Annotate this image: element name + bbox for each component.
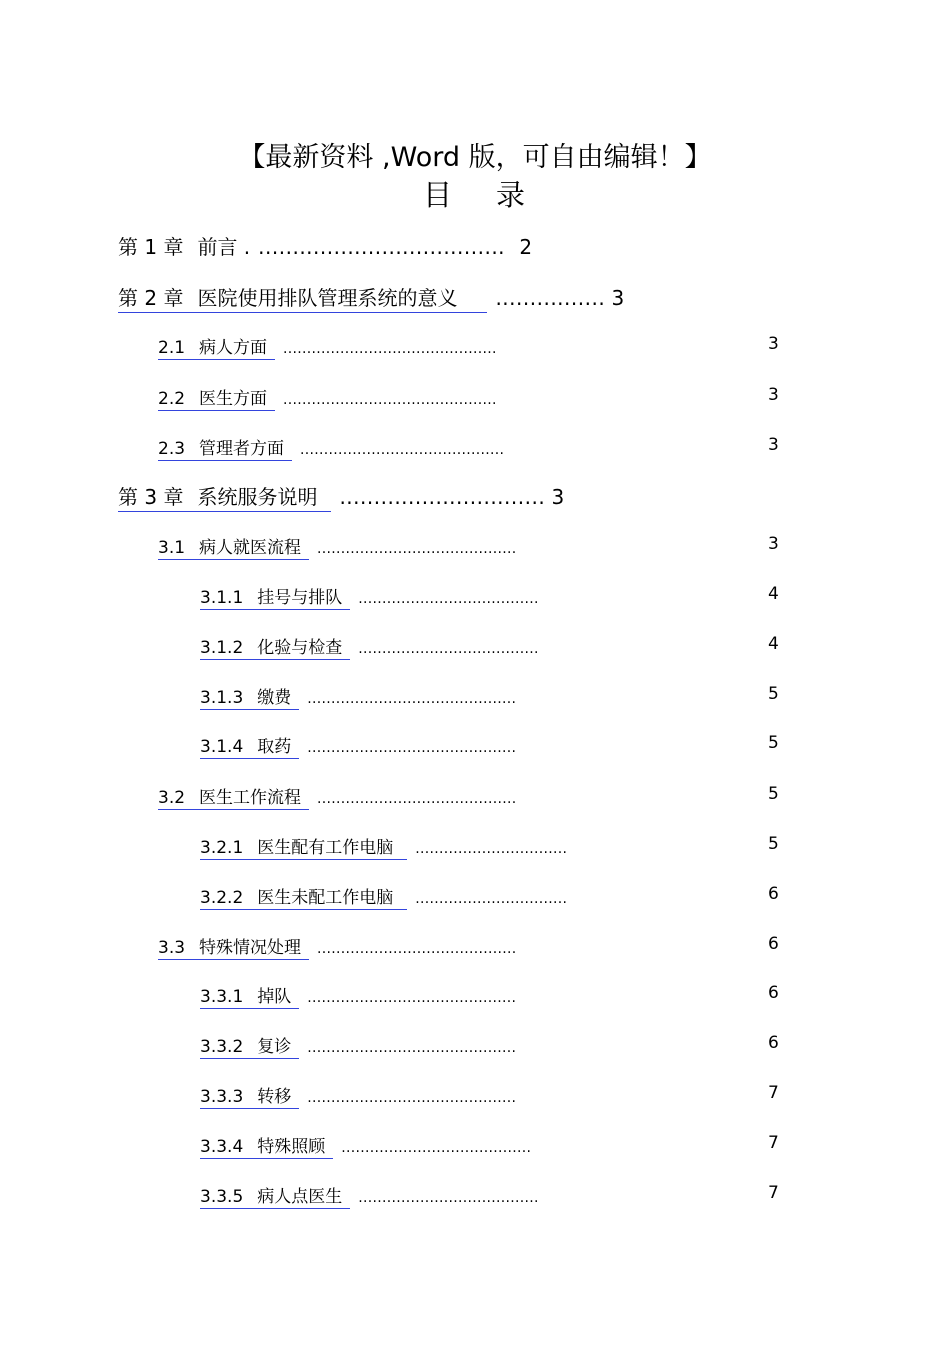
toc-entry-link[interactable]	[118, 282, 487, 313]
toc-entry-leader: .............................................	[283, 392, 497, 408]
toc-entry-leader: .............................................	[283, 341, 497, 357]
toc-entry-3-3-3[interactable]	[200, 1082, 516, 1109]
toc-entry-leader: ............................................	[307, 691, 517, 707]
toc-entry-page: 3	[768, 385, 779, 405]
toc-entry-leader: ................	[495, 286, 606, 310]
toc-entry-link[interactable]	[200, 1182, 350, 1209]
toc-entry-page: 5	[768, 834, 779, 854]
toc-entry-number: 2.2	[158, 389, 186, 409]
toc-entry-3-1-1[interactable]	[200, 583, 539, 610]
toc-title	[0, 176, 950, 214]
toc-entry-3-1-2[interactable]	[200, 633, 539, 660]
toc-entry-page: 4	[768, 584, 779, 604]
toc-entry-leader: ..............................	[339, 485, 546, 509]
toc-entry-number: 第 1 章	[118, 235, 184, 259]
toc-entry-3-3[interactable]	[158, 933, 517, 960]
toc-entry-label: 化验与检查	[257, 638, 343, 658]
toc-entry-leader: ......................................	[358, 591, 539, 607]
toc-entry-2-1[interactable]	[158, 333, 497, 360]
toc-entry-number: 第 2 章	[118, 286, 184, 310]
toc-entry-3-1-3[interactable]	[200, 683, 516, 710]
toc-entry-page: 7	[768, 1133, 779, 1153]
toc-title-left: 目	[422, 178, 454, 212]
toc-entry-page: 4	[768, 634, 779, 654]
toc-entry-number: 第 3 章	[118, 485, 184, 509]
toc-entry-label: 挂号与排队	[257, 588, 343, 608]
toc-entry-3-1-4[interactable]	[200, 732, 516, 759]
toc-entry-page: 6	[768, 983, 779, 1003]
toc-entry-page: 3	[551, 485, 565, 509]
toc-entry-link[interactable]	[158, 384, 275, 411]
toc-entry-page: 3	[768, 334, 779, 354]
toc-entry-3-3-1[interactable]	[200, 982, 516, 1009]
toc-entry-label: 掉队	[257, 987, 292, 1007]
toc-entry-number: 3.3	[158, 938, 186, 958]
toc-entry-link[interactable]	[118, 481, 331, 512]
toc-entry-number: 3.1.1	[200, 588, 244, 608]
toc-entry-page: 3	[768, 435, 779, 455]
toc-entry-label: 医生方面	[199, 389, 268, 409]
toc-entry-link[interactable]	[158, 933, 309, 960]
toc-entry-number: 2.3	[158, 439, 186, 459]
toc-entry-link[interactable]	[158, 783, 309, 810]
toc-entry-link[interactable]	[200, 833, 407, 860]
toc-entry-label: 缴费	[257, 688, 292, 708]
toc-entry-link[interactable]	[158, 333, 275, 360]
toc-entry-leader: ..........................................	[317, 941, 517, 957]
toc-entry-label: 病人方面	[199, 338, 268, 358]
toc-title-right: 录	[496, 178, 528, 212]
toc-entry-page: 7	[768, 1083, 779, 1103]
toc-entry-number: 3.2.1	[200, 838, 244, 858]
toc-entry-label: 特殊情况处理	[199, 938, 302, 958]
toc-entry-link[interactable]	[200, 1032, 299, 1059]
toc-entry-leader: ................................	[415, 891, 568, 907]
toc-entry-number: 3.3.5	[200, 1187, 244, 1207]
toc-entry-number: 3.2	[158, 788, 186, 808]
toc-entry-label: 医生未配工作电脑	[257, 888, 394, 908]
toc-entry-leader: ............................................	[307, 740, 517, 756]
toc-entry-chapter-3[interactable]	[118, 481, 564, 512]
toc-entry-link[interactable]	[200, 1132, 333, 1159]
toc-entry-page: 6	[768, 1033, 779, 1053]
toc-entry-leader: ........................................	[341, 1140, 532, 1156]
toc-entry-label: 病人就医流程	[199, 538, 302, 558]
toc-entry-3-3-5[interactable]	[200, 1182, 539, 1209]
toc-entry-number: 3.3.1	[200, 987, 244, 1007]
toc-entry-link[interactable]	[158, 533, 309, 560]
toc-entry-label: 病人点医生	[257, 1187, 343, 1207]
toc-entry-page: 5	[768, 733, 779, 753]
toc-entry-3-2[interactable]	[158, 783, 517, 810]
toc-entry-3-2-2[interactable]	[200, 883, 567, 910]
toc-entry-chapter-2[interactable]	[118, 282, 624, 313]
toc-entry-leader: ..........................................	[317, 791, 517, 807]
toc-entry-link[interactable]	[200, 883, 407, 910]
toc-entry-3-3-4[interactable]	[200, 1132, 531, 1159]
toc-entry-leader: ............................................	[307, 990, 517, 1006]
toc-entry-label: 医生配有工作电脑	[257, 838, 394, 858]
toc-entry-number: 3.3.3	[200, 1087, 244, 1107]
toc-entry-page: 3	[768, 534, 779, 554]
toc-entry-leader: ......................................	[358, 641, 539, 657]
toc-entry-number: 3.3.2	[200, 1037, 244, 1057]
toc-entry-label: 系统服务说明	[197, 485, 318, 509]
toc-entry-page: 5	[768, 784, 779, 804]
toc-entry-page: 6	[768, 934, 779, 954]
toc-entry-2-2[interactable]	[158, 384, 497, 411]
toc-entry-link[interactable]	[158, 434, 292, 461]
toc-entry-leader: ............................................	[307, 1090, 517, 1106]
toc-entry-page: 5	[768, 684, 779, 704]
toc-entry-label: 医生工作流程	[199, 788, 302, 808]
toc-entry-number: 3.3.4	[200, 1137, 244, 1157]
toc-entry-label: 前言 .	[197, 235, 251, 259]
toc-entry-link[interactable]	[200, 583, 350, 610]
toc-entry-number: 3.1	[158, 538, 186, 558]
toc-entry-leader: ....................................	[258, 235, 506, 259]
toc-entry-number: 3.1.3	[200, 688, 244, 708]
toc-entry-page: 7	[768, 1183, 779, 1203]
toc-entry-page: 6	[768, 884, 779, 904]
toc-entry-link[interactable]	[200, 1082, 299, 1109]
toc-entry-label: 医院使用排队管理系统的意义	[197, 286, 458, 310]
toc-entry-label: 特殊照顾	[257, 1137, 326, 1157]
toc-entry-leader: ..........................................	[317, 541, 517, 557]
toc-entry-label: 管理者方面	[199, 439, 285, 459]
toc-entry-link[interactable]	[200, 683, 299, 710]
toc-entry-number: 2.1	[158, 338, 186, 358]
toc-entry-link[interactable]	[200, 732, 299, 759]
toc-entry-2-3[interactable]	[158, 434, 504, 461]
toc-entry-label: 取药	[257, 737, 292, 757]
toc-entry-chapter-1[interactable]	[118, 231, 533, 260]
toc-entry-leader: ................................	[415, 841, 568, 857]
toc-entry-3-3-2[interactable]	[200, 1032, 516, 1059]
toc-entry-link[interactable]	[200, 982, 299, 1009]
toc-entry-label: 复诊	[257, 1037, 292, 1057]
toc-entry-3-1[interactable]	[158, 533, 517, 560]
toc-entry-leader: ...........................................	[300, 442, 505, 458]
toc-entry-number: 3.1.2	[200, 638, 244, 658]
toc-entry-link[interactable]	[200, 633, 350, 660]
toc-entry-number: 3.1.4	[200, 737, 244, 757]
toc-entry-page: 3	[611, 286, 625, 310]
toc-entry-label: 转移	[257, 1087, 292, 1107]
toc-entry-3-2-1[interactable]	[200, 833, 567, 860]
document-header: 【最新资料 ,Word 版，可自由编辑！】	[238, 142, 712, 173]
toc-entry-leader: ......................................	[358, 1190, 539, 1206]
toc-entry-leader: ............................................	[307, 1040, 517, 1056]
toc-entry-page: 2	[519, 235, 533, 259]
toc-entry-number: 3.2.2	[200, 888, 244, 908]
